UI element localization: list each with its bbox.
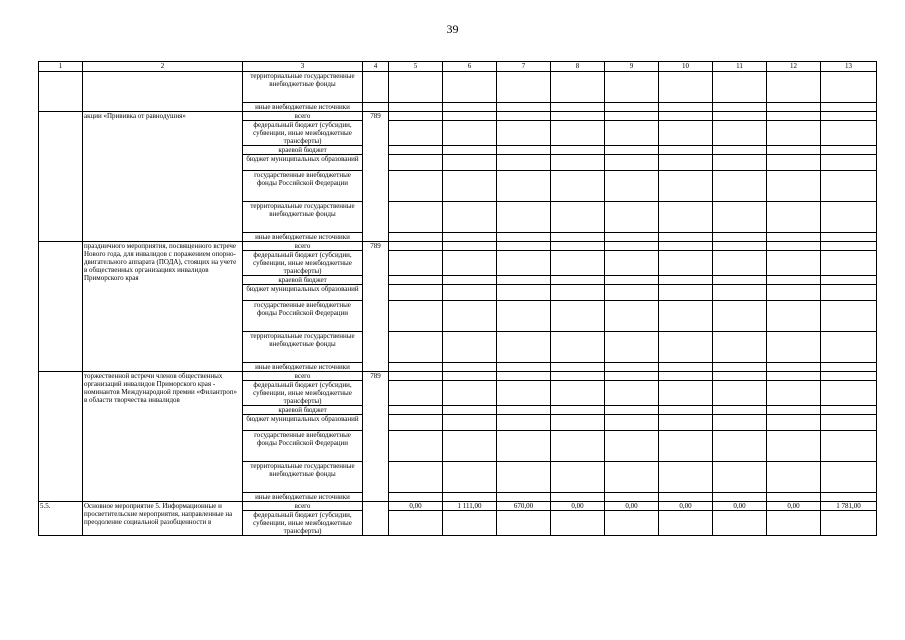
row-number-cell <box>39 72 83 112</box>
source-cell: территориальные государственные внебюджетные фонды <box>243 462 363 493</box>
row-number-cell <box>39 112 83 242</box>
value-cell: 0,00 <box>389 502 443 511</box>
value-cell: 0,00 <box>713 502 767 511</box>
source-cell: иные внебюджетные источники <box>243 363 363 372</box>
source-cell: федеральный бюджет (субсидии, субвенции, иные межбюджетные трансферты) <box>243 381 363 406</box>
header-cell: 10 <box>659 62 713 72</box>
source-cell: краевой бюджет <box>243 146 363 155</box>
header-row <box>39 62 877 72</box>
source-cell: иные внебюджетные источники <box>243 103 363 112</box>
table-row <box>39 72 877 103</box>
header-cell: 3 <box>243 62 363 72</box>
header-cell: 12 <box>767 62 821 72</box>
value-cell: 1 111,00 <box>443 502 497 511</box>
source-cell: краевой бюджет <box>243 276 363 285</box>
row-number-cell <box>39 372 83 502</box>
budget-table <box>38 61 877 536</box>
table-row <box>39 242 877 251</box>
source-cell: федеральный бюджет (субсидии, субвенции, иные межбюджетные трансферты) <box>243 511 363 536</box>
value-cell: 0,00 <box>551 502 605 511</box>
source-cell: федеральный бюджет (субсидии, субвенции, иные межбюджетные трансферты) <box>243 121 363 146</box>
header-cell: 5 <box>389 62 443 72</box>
header-cell: 13 <box>821 62 877 72</box>
source-cell: краевой бюджет <box>243 406 363 415</box>
table-row <box>39 502 877 511</box>
header-cell: 8 <box>551 62 605 72</box>
source-cell: всего <box>243 242 363 251</box>
source-cell: всего <box>243 372 363 381</box>
code-cell: 789 <box>363 372 389 502</box>
source-cell: территориальные государственные внебюджетные фонды <box>243 72 363 103</box>
source-cell: бюджет муниципальных образований <box>243 415 363 431</box>
table-row <box>39 372 877 381</box>
table-row <box>39 112 877 121</box>
source-cell: территориальные государственные внебюджетные фонды <box>243 202 363 233</box>
source-cell: бюджет муниципальных образований <box>243 155 363 171</box>
description-cell: Основное мероприятие 5. Информационные и просветительские мероприятия, направленные на преодоление социальной разобщенности в <box>83 502 243 536</box>
description-cell: торжественной встречи членов общественных организаций инвалидов Приморского края - номинантов Международной премии «Филантроп» в области творчества инвалидов <box>83 372 243 502</box>
source-cell: иные внебюджетные источники <box>243 233 363 242</box>
header-cell: 1 <box>39 62 83 72</box>
row-number-cell: 5.5. <box>39 502 83 536</box>
header-cell: 7 <box>497 62 551 72</box>
header-cell: 11 <box>713 62 767 72</box>
source-cell: федеральный бюджет (субсидии, субвенции, иные межбюджетные трансферты) <box>243 251 363 276</box>
value-cell: 0,00 <box>605 502 659 511</box>
value-cell: 0,00 <box>767 502 821 511</box>
description-cell: праздничного мероприятия, посвященного встрече Нового года, для инвалидов с поражением опорно-двигательного аппарата (ПОДА), стоящих на учете в общественных организациях инвалидов Приморского края <box>83 242 243 372</box>
code-cell: 789 <box>363 242 389 372</box>
description-cell: акции «Прививка от равнодушия» <box>83 112 243 242</box>
row-number-cell <box>39 242 83 372</box>
source-cell: всего <box>243 502 363 511</box>
value-cell: 670,00 <box>497 502 551 511</box>
header-cell: 2 <box>83 62 243 72</box>
source-cell: территориальные государственные внебюджетные фонды <box>243 332 363 363</box>
code-cell <box>363 502 389 536</box>
source-cell: бюджет муниципальных образований <box>243 285 363 301</box>
source-cell: государственные внебюджетные фонды Российской Федерации <box>243 431 363 462</box>
value-cell: 0,00 <box>659 502 713 511</box>
source-cell: государственные внебюджетные фонды Российской Федерации <box>243 171 363 202</box>
description-cell <box>83 72 243 112</box>
header-cell: 9 <box>605 62 659 72</box>
code-cell: 789 <box>363 112 389 242</box>
source-cell: иные внебюджетные источники <box>243 493 363 502</box>
header-cell: 4 <box>363 62 389 72</box>
page-number: 39 <box>446 22 459 36</box>
source-cell: всего <box>243 112 363 121</box>
value-cell: 1 781,00 <box>821 502 877 511</box>
source-cell: государственные внебюджетные фонды Российской Федерации <box>243 301 363 332</box>
header-cell: 6 <box>443 62 497 72</box>
